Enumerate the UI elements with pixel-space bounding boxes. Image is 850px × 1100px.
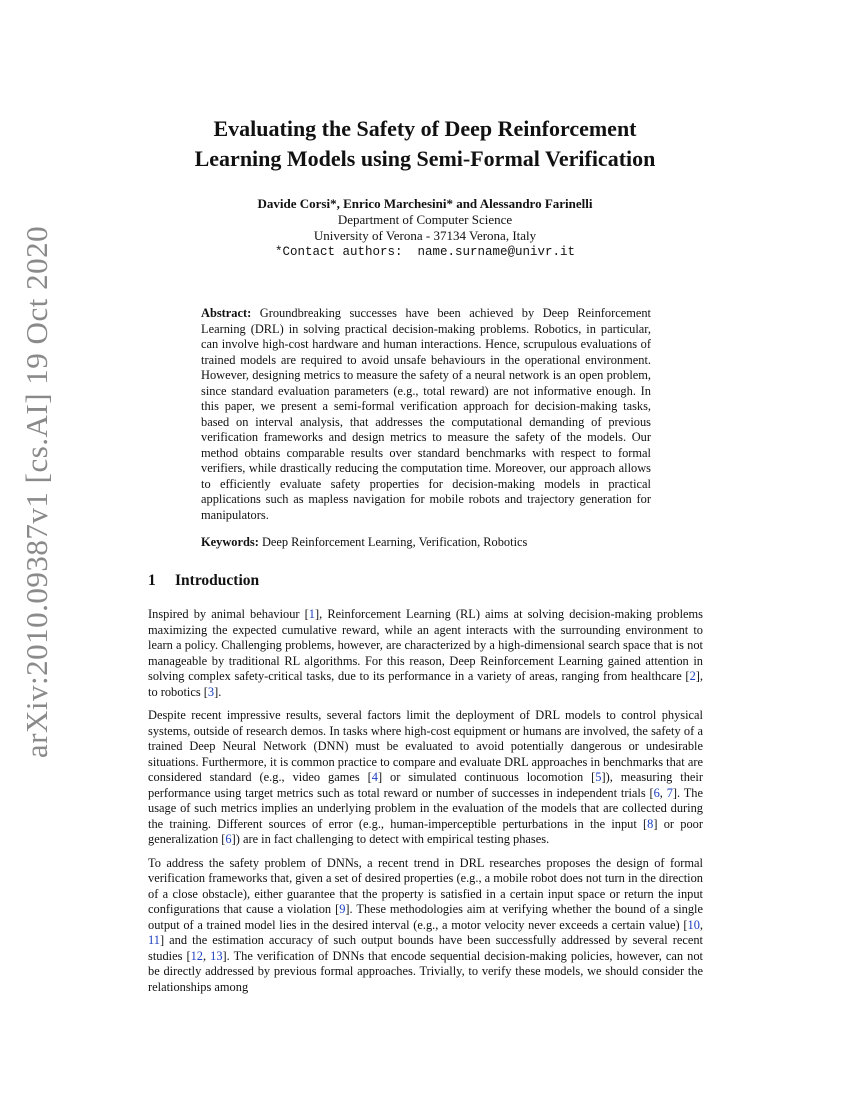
citation-link[interactable]: 6 <box>653 785 660 800</box>
citation-link[interactable]: 9 <box>339 902 346 916</box>
citation-link[interactable]: 1 <box>308 607 315 621</box>
paragraph-text: ]. The usage of such metrics implies an underlying problem in the evaluation of the models that are collected during the training. Different sources of error (e.g., human-imperceptible perturbations in the input [ <box>148 785 703 831</box>
paragraph-text: ]) are in fact challenging to detect with empirical testing phases. <box>231 832 550 846</box>
introduction-body <box>148 607 703 1003</box>
citation-link[interactable]: 8 <box>647 816 654 831</box>
paragraph-text: ], Reinforcement Learning (RL) aims at solving decision-making problems maximizing the expected cumulative reward, while an agent interacts with the surrounding environment to learn a policy. Challenging problems, however, are characterized by a high-dimensional search space that is not manageable by traditional RL algorithms. For this reason, Deep Reinforcement Learning gained attention in solving complex safety-critical tasks, due to its performance in a variety of areas, ranging from healthcare [ <box>148 607 703 683</box>
paragraph-text: ]. The verification of DNNs that encode sequential decision-making policies, however, can not be directly addressed by previous formal approaches. Trivially, to verify these models, we should consider the relationships among <box>148 948 703 994</box>
keywords <box>201 535 651 551</box>
contact-line: *Contact authors: name.surname@univr.it <box>274 245 576 259</box>
paragraph-text: ] and the estimation accuracy of such output bounds have been successfully addressed by several recent studies [ <box>148 933 703 963</box>
paragraph-text: ] or poor generalization [ <box>148 816 704 846</box>
citation-link[interactable]: 11 <box>148 933 160 947</box>
citation-link[interactable]: 13 <box>210 948 223 963</box>
paragraph <box>148 607 703 700</box>
paper-title <box>150 114 700 174</box>
section-number: 1 <box>148 572 156 589</box>
section-heading <box>148 572 259 590</box>
citation-link[interactable]: 10 <box>687 917 700 932</box>
citation-link[interactable]: 6 <box>225 832 232 846</box>
paragraph-text: Despite recent impressive results, several factors limit the deployment of DRL models to control physical systems, outside of research demos. In tasks where high-cost equipment or humans are involved, the safety of a trained Deep Neural Network (DNN) must be evaluated to avoid potentially dangerous or undesirable situations. Furthermore, it is common practice to compare and evaluate DRL approaches in benchmarks that are considered standard (e.g., video games [ <box>148 708 703 784</box>
citation-link[interactable]: 3 <box>207 684 215 699</box>
paragraph <box>148 708 703 848</box>
author-block <box>150 196 700 260</box>
paragraph-text: ]), measuring their performance using target metrics such as total reward or number of successes in independent trials [ <box>148 770 703 800</box>
title-line-2: Learning Models using Semi-Formal Verification <box>194 146 656 171</box>
arxiv-identifier: arXiv:2010.09387v1 [cs.AI] 19 Oct 2020 <box>19 225 55 759</box>
paragraph-text: ]. <box>214 684 222 699</box>
paragraph-text: ]. These methodologies aim at verifying whether the bound of a single output of a trained model lies in the desired interval (e.g., a motor velocity never exceeds a certain value) [ <box>148 902 703 932</box>
section-title: Introduction <box>175 572 260 589</box>
abstract <box>201 306 651 523</box>
paragraph-text: , <box>203 948 211 963</box>
arxiv-sidebar <box>19 225 55 759</box>
abstract-label: Abstract: <box>201 306 252 320</box>
author-names: Davide Corsi*, Enrico Marchesini* and Alessandro Farinelli <box>257 196 593 211</box>
paragraph <box>148 856 703 996</box>
department: Department of Computer Science <box>337 212 513 227</box>
citation-link[interactable]: 4 <box>371 770 378 784</box>
university: University of Verona - 37134 Verona, Italy <box>313 228 537 243</box>
abstract-text: Groundbreaking successes have been achieved by Deep Reinforcement Learning (DRL) in solving practical decision-making problems. Robotics, in particular, can involve high-cost hardware and human interactions. Hence, scrupulous evaluations of trained models are required to avoid unsafe behaviours in the operational environment. However, designing metrics to measure the safety of a neural network is an open problem, since standard evaluation parameters (e.g., total reward) are not informative enough. In this paper, we present a semi-formal verification approach for decision-making tasks, based on interval analysis, that addresses the computational demanding of previous verification frameworks and design metrics to measure the safety of the models. Our method obtains comparable results over standard benchmarks with respect to formal verifiers, while drastically reducing the computation time. Moreover, our approach allows to efficiently evaluate safety properties for decision-making models in practical applications such as mapless navigation for mobile robots and trajectory generation for manipulators. <box>201 306 651 522</box>
citation-link[interactable]: 12 <box>190 948 203 963</box>
keywords-label: Keywords: <box>201 535 259 549</box>
citation-link[interactable]: 7 <box>666 785 673 800</box>
paragraph-text: ] or simulated continuous locomotion [ <box>377 770 596 784</box>
keywords-text: Deep Reinforcement Learning, Verification, Robotics <box>261 535 528 549</box>
title-line-1: Evaluating the Safety of Deep Reinforcement <box>213 116 637 141</box>
citation-link[interactable]: 5 <box>595 770 602 784</box>
citation-link[interactable]: 2 <box>689 669 696 683</box>
paragraph-text: , <box>699 917 703 932</box>
paragraph-text: Inspired by animal behaviour [ <box>148 607 309 621</box>
paragraph-text: , <box>659 785 667 800</box>
paragraph-text: ], to robotics [ <box>148 669 703 699</box>
paragraph-text: To address the safety problem of DNNs, a recent trend in DRL researches proposes the design of formal verification frameworks that, given a set of desired properties (e.g., a mobile robot does not turn in the direction of a close obstacle), either guarantee that the property is satisfied in a certain input space or return the input configurations that cause a violation [ <box>148 855 703 916</box>
